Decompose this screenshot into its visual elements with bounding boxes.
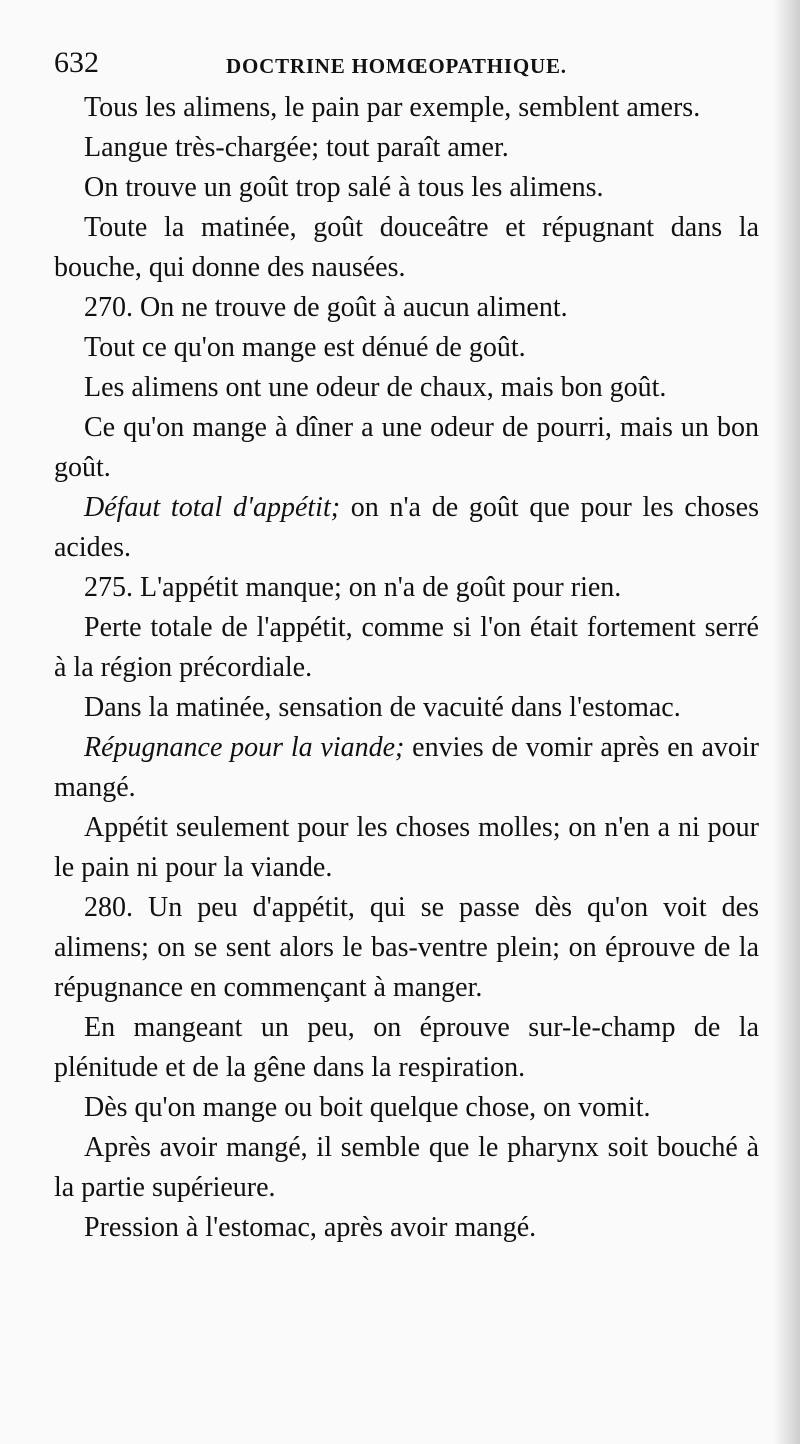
paragraph: Dans la matinée, sensation de vacuité dans l'estomac.: [84, 692, 681, 723]
page-header: [54, 46, 754, 86]
paragraph: Dès qu'on mange ou boit quelque chose, on vomit.: [84, 1092, 651, 1123]
paragraph: Ce qu'on mange à dîner a une odeur de pourri, mais un bon goût.: [54, 412, 759, 483]
italic-heading: Répugnance pour la viande;: [84, 732, 405, 763]
paragraph: On trouve un goût trop salé à tous les alimens.: [84, 172, 604, 203]
paragraph: Appétit seulement pour les choses molles; on n'en a ni pour le pain ni pour la viande.: [54, 812, 759, 883]
paragraph: Répugnance pour la viande; envies de vomir après en avoir mangé.: [54, 732, 759, 803]
paragraph: Les alimens ont une odeur de chaux, mais bon goût.: [84, 372, 667, 403]
paragraph: Défaut total d'appétit; on n'a de goût que pour les choses acides.: [54, 492, 759, 563]
paragraph: Langue très-chargée; tout paraît amer.: [84, 132, 509, 163]
page-spine-shadow: [774, 0, 800, 1444]
page-number: 632: [54, 46, 99, 79]
paragraph: Pression à l'estomac, après avoir mangé.: [84, 1212, 537, 1243]
body-text: [54, 88, 759, 1248]
running-title: DOCTRINE HOMŒOPATHIQUE.: [226, 54, 567, 78]
paragraph: 280. Un peu d'appétit, qui se passe dès qu'on voit des alimens; on se sent alors le bas-ventre plein; on éprouve de la répugnance en commençant à manger.: [54, 892, 759, 1003]
paragraph: Toute la matinée, goût douceâtre et répugnant dans la bouche, qui donne des nausées.: [54, 212, 759, 283]
paragraph: 270. On ne trouve de goût à aucun aliment.: [84, 292, 568, 323]
paragraph: Perte totale de l'appétit, comme si l'on était fortement serré à la région précordiale.: [54, 612, 759, 683]
paragraph: Tous les alimens, le pain par exemple, semblent amers.: [84, 92, 701, 123]
paragraph: En mangeant un peu, on éprouve sur-le-champ de la plénitude et de la gêne dans la respiration.: [54, 1012, 759, 1083]
paragraph: Après avoir mangé, il semble que le pharynx soit bouché à la partie supérieure.: [54, 1132, 759, 1203]
paragraph: 275. L'appétit manque; on n'a de goût pour rien.: [84, 572, 622, 603]
italic-heading: Défaut total d'appétit;: [84, 492, 341, 523]
paragraph: Tout ce qu'on mange est dénué de goût.: [84, 332, 526, 363]
